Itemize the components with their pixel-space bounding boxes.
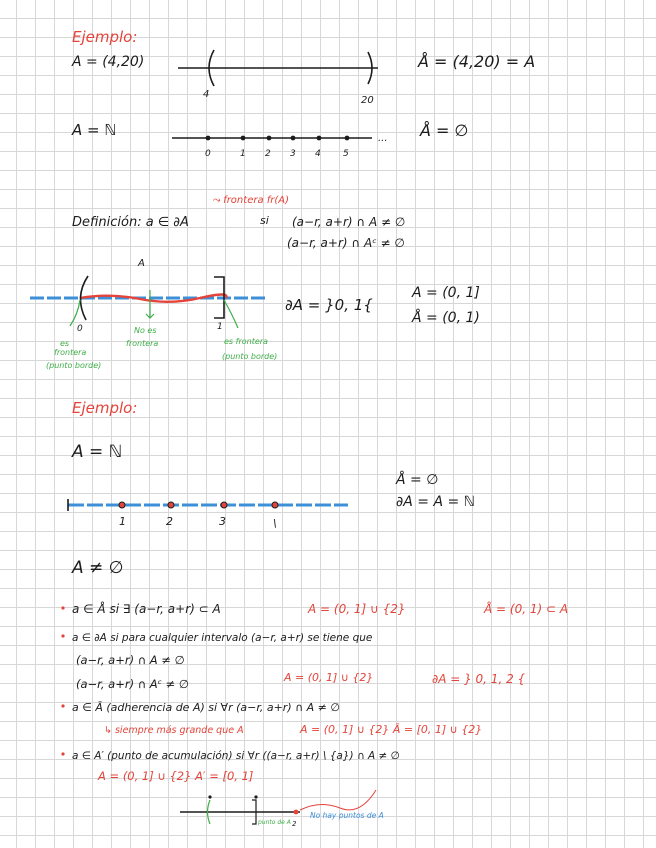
example-title-1: Ejemplo:: [72, 28, 138, 46]
bullet-dot-4: [61, 752, 64, 755]
interior-def-2: Å = (0, 1): [412, 310, 480, 326]
sketch-point-0: [208, 795, 211, 798]
tick-zero: 0: [77, 324, 83, 334]
tick-3: 3: [290, 149, 296, 159]
pt-3: 3: [219, 515, 226, 528]
bullet-dot-3: [61, 704, 64, 707]
sketch-tick-2: 2: [292, 820, 297, 828]
sketch-point-2: [294, 810, 299, 815]
bullet-boundary-result: ∂A = } 0, 1, 2 {: [432, 672, 526, 686]
bullet-accumulation-example: A = (0, 1] ∪ {2} A′ = [0, 1]: [98, 769, 254, 783]
interior-empty: Å = ∅: [396, 472, 439, 488]
note-frontera-right-1: es frontera: [224, 337, 268, 346]
bullet-dot-2: [61, 634, 64, 637]
bullet-dot-1: [61, 606, 64, 609]
note-es-frontera-1: es: [60, 339, 70, 348]
bullet-boundary-line2: (a−r, a+r) ∩ Aᶜ ≠ ∅: [76, 677, 189, 691]
bullet-adherence-example: A = (0, 1] ∪ {2} Ā = [0, 1] ∪ {2}: [300, 723, 483, 736]
note-es-frontera-2: frontera: [54, 348, 87, 357]
sketch-blue-note: No hay puntos de A: [310, 811, 384, 820]
green-arrow-left: [70, 300, 80, 326]
bullet-boundary-line1: (a−r, a+r) ∩ A ≠ ∅: [76, 653, 185, 667]
tick-one: 1: [217, 322, 223, 332]
set-a-interval: A = (4,20): [72, 54, 145, 70]
bullet-interior-example: A = (0, 1] ∪ {2}: [308, 602, 406, 616]
boundary-result: ∂A = }0, 1{: [285, 296, 373, 314]
tick-20: 20: [361, 95, 374, 106]
sketch-red-arrow: [300, 790, 376, 810]
note-frontera-right-2: (punto borde): [222, 352, 278, 361]
note-es-frontera-3: (punto borde): [46, 361, 102, 370]
interior-result-1: Å = (4,20) = A: [418, 52, 536, 71]
bullet-adherence-note: ↳ siempre más grande que A: [104, 725, 244, 736]
set-a-naturals: A = ℕ: [72, 121, 117, 139]
interior-result-2: Å = ∅: [420, 121, 469, 140]
bullet-boundary-example: A = (0, 1] ∪ {2}: [284, 671, 374, 684]
set-a-def-2: A = (0, 1]: [412, 285, 480, 301]
boundary-naturals: ∂A = A = ℕ: [396, 494, 475, 510]
green-arrow-right: [224, 300, 238, 328]
condition-2: (a−r, a+r) ∩ Aᶜ ≠ ∅: [287, 236, 405, 250]
bullet-boundary: a ∈ ∂A si para cualquier intervalo (a−r, a+r) se tiene que: [72, 632, 373, 644]
si-label: si: [260, 214, 269, 227]
sketch-point-1: [254, 795, 257, 798]
frontier-note: ⤳ frontera fr(A): [212, 195, 290, 206]
green-arrow-mid: [146, 290, 154, 318]
note-no-frontera-2: frontera: [126, 339, 159, 348]
note-no-frontera-1: No es: [134, 326, 157, 335]
set-a-label: A: [138, 258, 145, 269]
condition-1: (a−r, a+r) ∩ A ≠ ∅: [292, 215, 406, 229]
bullet-accumulation: a ∈ A′ (punto de acumulación) si ∀r ((a−r, a+r) \ {a}) ∩ A ≠ ∅: [72, 750, 400, 762]
pt-1: 1: [119, 515, 126, 528]
example-title-2: Ejemplo:: [72, 399, 138, 417]
tick-0: 0: [205, 149, 211, 159]
tick-4: 4: [203, 89, 210, 100]
sketch-green-note: punto de A: [258, 819, 291, 826]
bullet-interior: a ∈ Å si ∃ (a−r, a+r) ⊂ A: [72, 602, 221, 616]
tick-5: 5: [343, 149, 349, 159]
bullet-adherence: a ∈ Ā (adherencia de A) si ∀r (a−r, a+r) ∩ A ≠ ∅: [72, 701, 340, 714]
pt-4: \: [273, 517, 277, 530]
pt-2: 2: [166, 515, 173, 528]
tick-2: 2: [265, 149, 271, 159]
ellipsis: ...: [378, 133, 388, 144]
bullet-interior-result: Å = (0, 1) ⊂ A: [484, 602, 569, 616]
tick-1: 1: [240, 149, 246, 159]
set-a-naturals-2: A = ℕ: [72, 442, 123, 462]
definition-label: Definición: a ∈ ∂A: [72, 215, 189, 230]
tick-4b: 4: [315, 149, 321, 159]
a-not-empty: A ≠ ∅: [72, 558, 124, 578]
